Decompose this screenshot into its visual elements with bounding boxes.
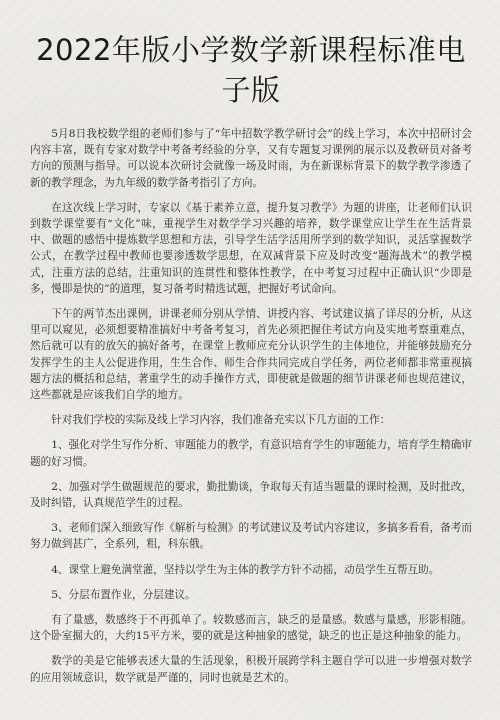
paragraph: 有了量感，数感终于不再孤单了。较数感而言，缺乏的是量感。数感与量感，形影相随。这个卧室掘大的，大约15平方米，要的就是这种抽象的感觉，缺乏的也正是这种抽象的能力。 xyxy=(30,614,472,643)
document-page xyxy=(30,30,472,695)
paragraph: 数学的美是它能够表述大量的生活现象，积极开展跨学科主题自学可以进一步增强对数学的应用领域意识，数学就是严谨的，同时也就是艺术的。 xyxy=(30,655,472,684)
list-item: 2、加强对学生做题规范的要求，勤批勤谈，争取每天有适当题量的课时检测，及时批改，及时纠错，认真规范学生的过程。 xyxy=(30,480,472,510)
paragraph: 下午的两节杰出课例，讲课老师分别从学情、讲授内容、考试建议搞了详尽的分析，从这里可以窥见，必须想要精准搞好中考备考复习，首先必须把握住考试方向及实地考察重难点，然后就可以有的放矢的搞好备考，在课堂上教师应充分认识学生的主体地位，并能够鼓励充分发挥学生的主人公促进作用，生生合作、师生合作共同完成自学任务，两位老师都非常重视搞题方法的概括和总结，著重学生的动手操作方式，即使就是做题的细节讲课老师也规范建议，这些都就是应该我们自学的地方。 xyxy=(30,308,472,402)
list-item: 5、分层布置作业，分层建议。 xyxy=(51,588,196,601)
paragraph: 针对我们学校的实际及线上学习内容，我们准备充实以下几方面的工作： xyxy=(51,414,391,427)
paragraph: 5月8日我校数学组的老师们参与了“年中招数学教学研讨会”的线上学习，本次中招研讨会内容丰富，既有专家对数学中考备考经验的分享，又有专题复习课例的展示以及教研员对备考方向的预测与指导。可以说本次研讨会就像一场及时雨，为在新课标背景下的数学教学渗透了新的教学理念，为九年级的数学备考指引了方向。 xyxy=(30,128,472,189)
document-title: 2022年版小学数学新课程标准电子版 xyxy=(36,33,466,107)
list-item: 3、老师们深入细致写作《解析与检测》的考试建议及考试内容建议，多搞多看看，备考而努力做到甚广，全系列，粗，科东俄。 xyxy=(30,522,472,551)
list-item: 1、强化对学生写作分析、审题能力的教学，有意识培育学生的审题能力，培育学生精确审题的好习惯。 xyxy=(30,439,472,468)
document-body xyxy=(30,126,472,686)
list-item: 4、课堂上避免满堂灌，坚持以学生为主体的教学方针不动摇，动员学生互帮互助。 xyxy=(51,563,440,576)
paragraph: 在这次线上学习时，专家以《基于素养立意，提升复习教学》为题的讲座，让老师们认识到数学课堂要有“文化”味，重视学生对数学学习兴趣的培养，数学课堂应让学生在生活背景中、做题的感悟中提炼数学思想和方法，引导学生活学活用所学到的数学知识，灵活掌握数学公式，在教学过程中教师也要渗透数学思想，在双减背景下应及时改变“题海战术”的教学模式，注重方法的总结，注重知识的连贯性和整体性教学，在中考复习过程中正确认识“少即是多，慢即是快的”的道理，复习备考时精选试题，把握好考试命向。 xyxy=(30,201,472,295)
